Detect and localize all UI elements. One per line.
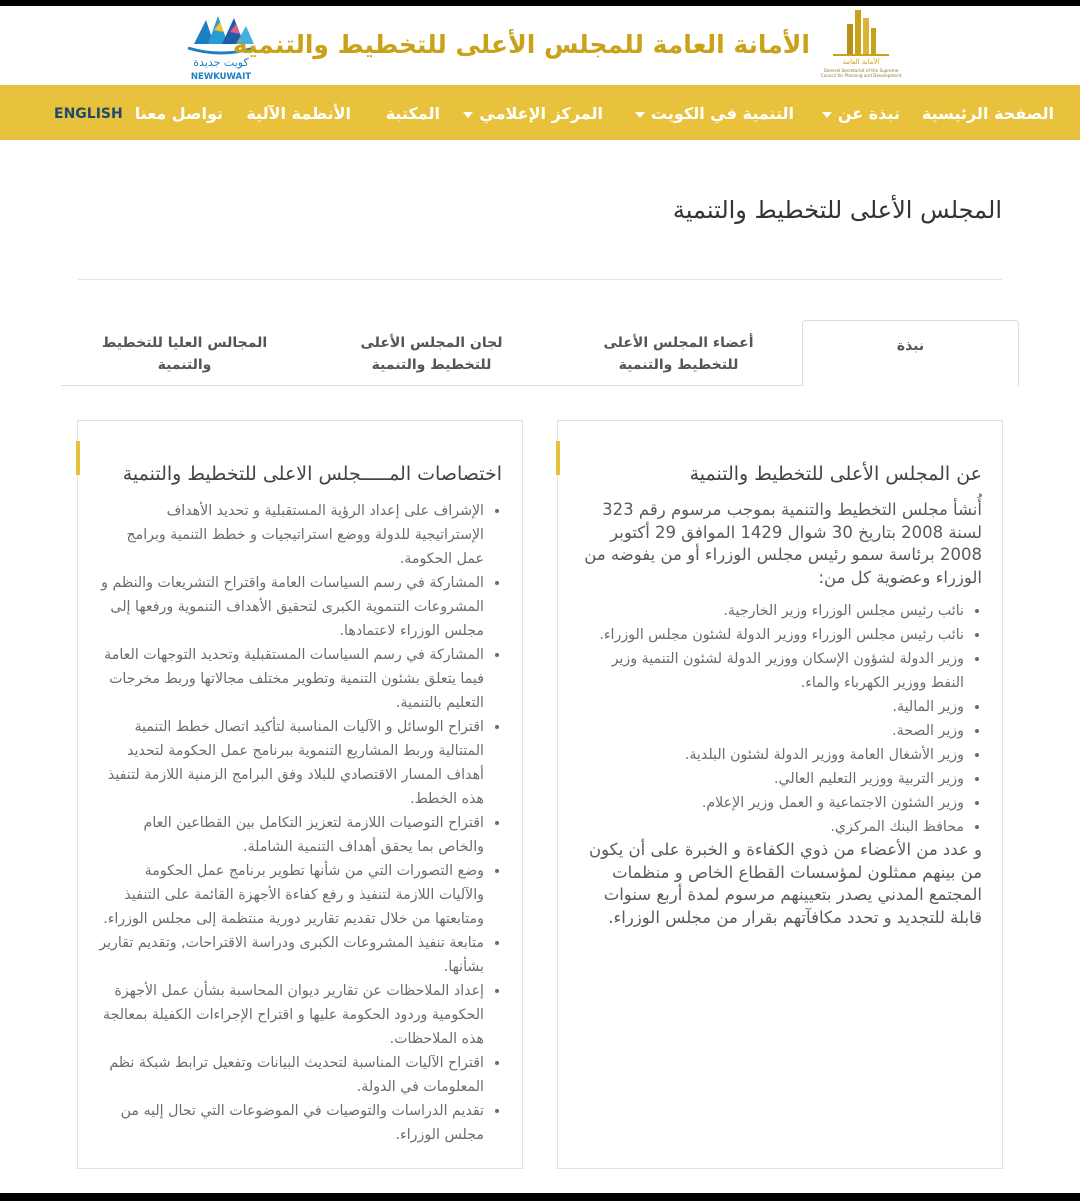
nav-english[interactable]: ENGLISH [54,106,123,122]
nav-contact-label: تواصل معنا [134,104,223,123]
list-item: • محافظ البنك المركزي. [576,815,964,839]
tab-supreme-councils[interactable] [61,320,308,386]
site-title: الأمانة العامة للمجلس الأعلى للتخطيط والتنمية [232,30,810,59]
about-intro: أُنشأ مجلس التخطيط والتنمية بموجب مرسوم رقم 323 لسنة 2008 بتاريخ 30 شوال 1429 الموافق 29 أكتوبر 2008 برئاسة سمو رئيس مجلس الوزراء أو من يفوضه من الوزراء وعضوية كل من: [584,500,982,587]
tab-members-label: أعضاء المجلس الأعلى للتخطيط والتنمية [603,335,754,373]
list-item: • اقتراح الوسائل و الآليات المناسبة لتأكيد اتصال خطط التنمية المتتالية وربط المشاريع التنموية ببرنامج عمل الحكومة لتحديد أهداف المسار الاقتصادي للبلاد وفق البرامج الزمنية اللازمة لتنفيذ هذه الخطط. [96,715,484,811]
duties-panel [77,420,523,1169]
panel-accent-bar [556,441,560,475]
tab-overview[interactable] [802,320,1019,386]
panel-accent-bar [76,441,80,475]
nav-development[interactable] [635,104,794,123]
duties-heading: اختصاصات المـــــجلس الاعلى للتخطيط والتنمية [122,463,502,485]
logo-left-latin: NEWKUWAIT [190,72,252,82]
about-heading: عن المجلس الأعلى للتخطيط والتنمية [689,463,982,485]
list-item: • وضع التصورات التي من شأنها تطوير برنامج عمل الحكومة والآليات اللازمة لتنفيذ و رفع كفاءة الأجهزة القائمة على التنفيذ ومتابعتها من خلال تقديم تقارير دورية منتظمة إلى مجلس الوزراء. [96,859,484,931]
logo-left-arabic: كويت جديدة [193,56,249,69]
list-item: • الإشراف على إعداد الرؤية المستقبلية و تحديد الأهداف الإستراتيجية للدولة ووضع استراتيجيات و خطط التنمية وبرامج عمل الحكومة. [96,499,484,571]
nav-development-label: التنمية في الكويت [650,104,794,123]
about-panel [557,420,1003,1169]
site-header [0,6,1080,85]
list-item: • المشاركة في رسم السياسات العامة واقتراح التشريعات والنظم و المشروعات التنموية الكبرى لتحقيق الأهداف التنموية ورفعها إلى مجلس الوزراء لاعتمادها. [96,571,484,643]
nav-library[interactable] [386,104,440,123]
duties-list [96,499,502,1147]
tab-committees[interactable] [308,320,555,386]
nav-systems[interactable] [246,104,351,123]
list-item: • وزير الصحة. [576,719,964,743]
tab-overview-label: نبذة [896,338,925,354]
tab-supreme-councils-label: المجالس العليا للتخطيط والتنمية [101,335,268,373]
nav-media-label: المركز الإعلامي [479,104,603,123]
nav-about[interactable] [822,104,900,123]
nav-home-label: الصفحة الرئيسية [921,104,1054,123]
list-item: • وزير المالية. [576,695,964,719]
list-item: • تقديم الدراسات والتوصيات في الموضوعات التي تحال إليه من مجلس الوزراء. [96,1099,484,1147]
nav-systems-label: الأنظمة الآلية [246,104,351,123]
tab-committees-label: لجان المجلس الأعلى للتخطيط والتنمية [360,335,503,373]
chevron-down-icon [635,112,645,118]
list-item: • وزير الشئون الاجتماعية و العمل وزير الإعلام. [576,791,964,815]
members-list [576,599,982,839]
logo-right-arabic: الأمانة العامة [842,58,880,66]
list-item: • نائب رئيس مجلس الوزراء وزير الخارجية. [576,599,964,623]
nav-about-label: نبذة عن [837,104,900,123]
page-title: المجلس الأعلى للتخطيط والتنمية [672,196,1002,224]
about-closing: و عدد من الأعضاء من ذوي الكفاءة و الخبرة على أن يكون من بينهم ممثلون لمؤسسات القطاع الخاص و منظمات المجتمع المدني يصدر بتعيينهم مرسوم لمدة أربع سنوات قابلة للتجديد و تحدد مكافآتهم بقرار من مجلس الوزراء. [588,840,982,927]
nav-home[interactable] [922,104,1054,123]
bottom-edge [0,1193,1080,1201]
about-body [576,499,982,929]
list-item: • وزير الدولة لشؤون الإسكان ووزير الدولة لشئون التنمية وزير النفط ووزير الكهرباء والماء. [576,647,964,695]
main-navbar [0,85,1080,140]
list-item: • نائب رئيس مجلس الوزراء ووزير الدولة لشئون مجلس الوزراء. [576,623,964,647]
nav-library-label: المكتبة [385,104,440,123]
list-item: • المشاركة في رسم السياسات المستقبلية وتحديد التوجهات العامة فيما يتعلق بشئون التنمية وتطوير مختلف مجالاتها وربط مخرجات التعليم بالتنمية. [96,643,484,715]
chevron-down-icon [463,112,473,118]
list-item: • وزير التربية ووزير التعليم العالي. [576,767,964,791]
list-item: • اقتراح التوصيات اللازمة لتعزيز التكامل بين القطاعين العام والخاص بما يحقق أهداف التنمية الشاملة. [96,811,484,859]
duties-body [96,499,502,1147]
svg-text:Council for Planning and Devel: Council for Planning and Development [820,73,902,78]
list-item: • اقتراح الآليات المناسبة لتحديث البيانات وتفعيل ترابط شبكة نظم المعلومات في الدولة. [96,1051,484,1099]
nav-contact[interactable] [135,104,223,123]
nav-media[interactable] [463,104,603,123]
logo-right-latin: General Secretariat of the Supreme [823,68,899,73]
tab-members[interactable] [555,320,802,386]
divider [78,279,1002,280]
list-item: • وزير الأشغال العامة ووزير الدولة لشئون البلدية. [576,743,964,767]
list-item: • متابعة تنفيذ المشروعات الكبرى ودراسة الاقتراحات, وتقديم تقارير بشأنها. [96,931,484,979]
secretariat-logo[interactable] [820,6,902,82]
chevron-down-icon [822,112,832,118]
list-item: • إعداد الملاحظات عن تقارير ديوان المحاسبة بشأن عمل الأجهزة الحكومية وردود الحكومة عليها و اقتراح الإجراءات الكفيلة بمعالجة هذه الملاحظات. [96,979,484,1051]
